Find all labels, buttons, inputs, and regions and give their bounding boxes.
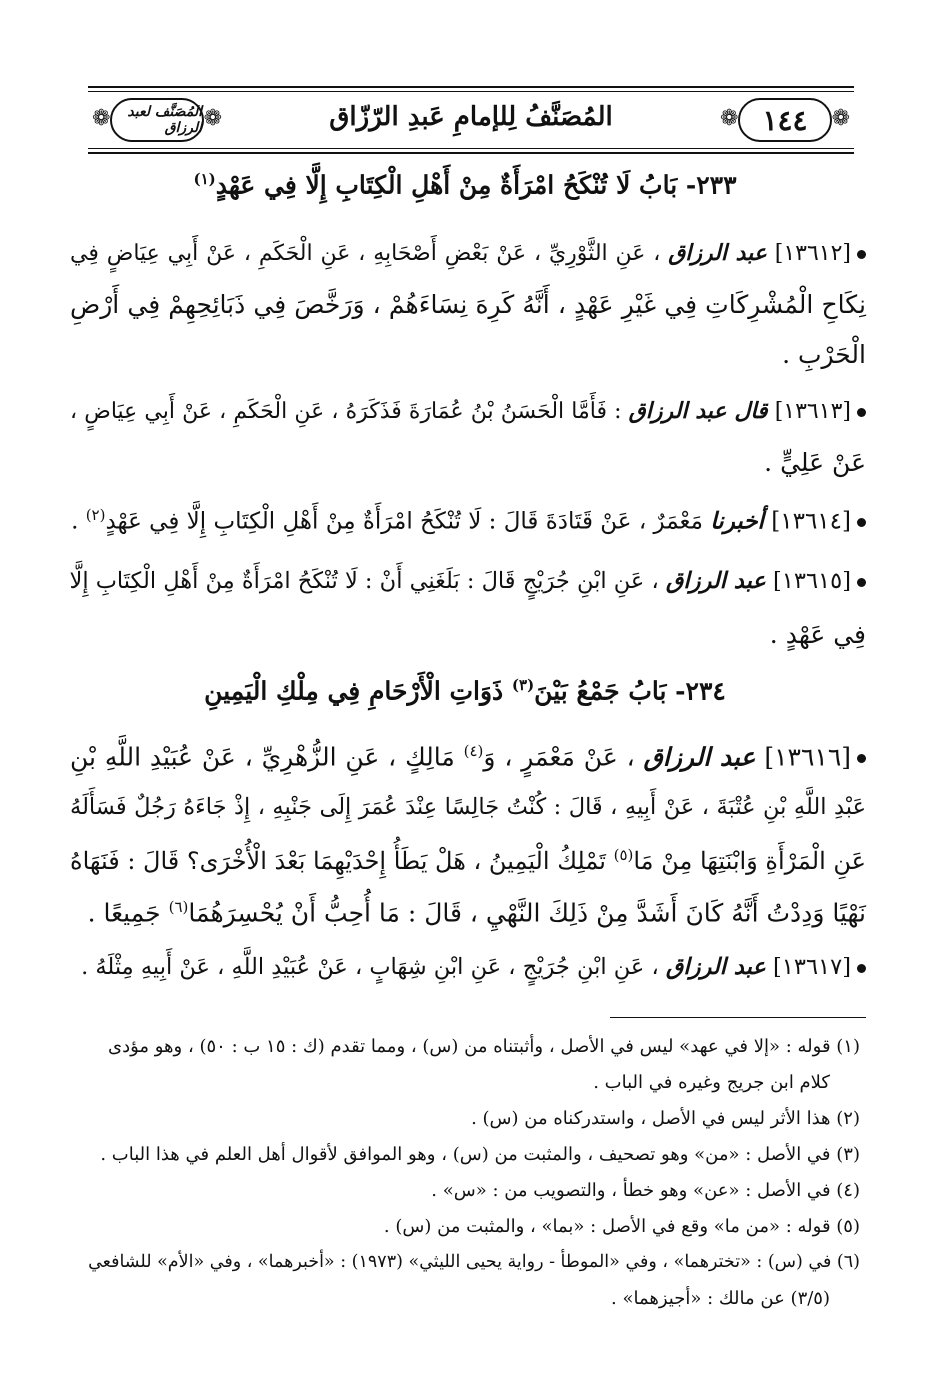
narration-line: [70, 846, 866, 876]
section-heading: [80, 676, 850, 705]
narrator-name: عبد الرزاق: [643, 742, 756, 772]
ornament-icon: ❁: [92, 106, 111, 131]
narration-line: [70, 568, 866, 595]
narration-number: [١٣٦١٤]: [771, 508, 851, 535]
bullet-icon: [857, 578, 866, 587]
narration-text: : فَأَمَّا الْحَسَنُ بْنُ عُمَارَةَ فَذَكَرَهُ ، عَنِ الْحَكَمِ ، عَنْ أَبِي عِيَاضٍ ،: [70, 399, 622, 424]
bullet-icon: [857, 518, 866, 527]
narration-text: عَنِ الْمَرْأَةِ وَابْنَتِهَا مِنْ مَا: [633, 847, 866, 875]
logo-frame: [92, 94, 222, 146]
page-number-frame: [720, 94, 850, 146]
narration-text: ، عَنِ الثَّوْرِيِّ ، عَنْ بَعْضِ أَصْحَابِهِ ، عَنِ الْحَكَمِ ، عَنْ أَبِي عِيَاضٍ فِي: [70, 241, 661, 266]
narration-number: [١٣٦١٥]: [773, 568, 851, 594]
footnote: (٦) في (س) : «تخترهما» ، وفي «الموطأ - رواية يحيى الليثي» (١٩٧٣) : «أخبرهما» ، وفي «الأم» للشافعي: [88, 1252, 860, 1272]
narration-line: [70, 340, 866, 370]
footnote-separator: [610, 1017, 866, 1018]
narration-line: [70, 240, 866, 267]
bullet-icon: [857, 754, 866, 763]
narration-number: [١٣٦١٦]: [764, 742, 852, 772]
narration-line: [70, 506, 866, 536]
narration-line: [70, 448, 866, 478]
header-rule: [88, 86, 854, 88]
narration-line: [70, 898, 866, 928]
narration-number: [١٣٦١٢]: [774, 241, 851, 266]
narration-text: ، عَنِ ابْنِ جُرَيْجٍ ، عَنِ ابْنِ شِهَابٍ ، عَنْ عُبَيْدِ اللَّهِ ، عَنْ أَبِيهِ مِثْلَهُ .: [81, 954, 659, 980]
heading-text: ٢٣٣- بَابُ لَا تُنْكَحُ امْرَأَةٌ مِنْ أَهْلِ الْكِتَابِ إِلَّا فِي عَهْدٍ: [215, 170, 737, 200]
bullet-icon: [857, 964, 866, 973]
footnote: (٣/٥) عن مالك : «أجيزهما» .: [611, 1288, 830, 1309]
narration-text: ، عَنِ ابْنِ جُرَيْجٍ قَالَ : بَلَغَنِي أَنْ : لَا تُنْكَحُ امْرَأَةٌ مِنْ أَهْلِ الْكِتَابِ إِلَّا: [69, 568, 659, 594]
book-title: المُصَنَّفُ لِلإمامِ عَبدِ الرّزّاق: [329, 102, 613, 132]
narrator-name: عبد الرزاق: [665, 954, 766, 980]
book-logo: المُصَنَّف لعبد الرزاق: [110, 98, 204, 142]
narrator-name: عبد الرزاق: [665, 568, 766, 594]
footnote: (٣) في الأصل : «من» وهو تصحيف ، والمثبت من (س) ، وهو الموافق لأقوال أهل العلم في هذا الباب .: [100, 1144, 860, 1165]
heading-text: ٢٣٤- بَابُ جَمْعُ بَيْنَ: [534, 676, 726, 706]
footnote: كلام ابن جريج وغيره في الباب .: [593, 1072, 830, 1093]
narration-number: [١٣٦١٧]: [773, 954, 851, 980]
narration-text: مَعْمَرٌ ، عَنْ قَتَادَةَ قَالَ : لَا تُنْكَحُ امْرَأَةٌ مِنْ أَهْلِ الْكِتَابِ إِلَّا فِي عَهْدٍ: [105, 508, 703, 535]
footnote-ref: (٦): [168, 898, 189, 916]
narration-text: عَبْدِ اللَّهِ بْنِ عُتْبَةَ ، عَنْ أَبِيهِ ، قَالَ : كُنْتُ جَالِسًا عِنْدَ عُمَرَ إِلَى جَنْبِهِ ، إِذْ جَاءَهُ رَجُلٌ فَسَأَلَهُ: [70, 794, 866, 820]
footnote: (١) قوله : «إلا في عهد» ليس في الأصل ، وأثبتناه من (س) ، ومما تقدم (ك : ١٥ ب : ٥٠) ، وهو مؤدى: [107, 1036, 860, 1057]
narration-text: عَنْ عَلِيٍّ .: [764, 448, 866, 477]
footnote-ref: (٤): [463, 742, 484, 760]
narration-number: [١٣٦١٣]: [774, 399, 851, 424]
narration-text: ، عَنْ مَعْمَرٍ ، وَ: [483, 742, 635, 772]
footnote-ref: (٣): [511, 676, 535, 694]
footnote: (٥) قوله : «من ما» وقع في الأصل : «بما» ، والمثبت من (س) .: [383, 1216, 860, 1237]
footnote-ref: (٢): [85, 506, 106, 524]
narration-line: [70, 954, 866, 981]
narration-line: [70, 620, 866, 650]
footnote-ref: (١): [193, 170, 216, 188]
ornament-icon: ❁: [720, 106, 739, 131]
narration-text: .: [71, 508, 79, 535]
bullet-icon: [857, 408, 866, 417]
heading-text: ذَوَاتِ الْأَرْحَامِ فِي مِلْكِ الْيَمِينِ: [204, 676, 504, 706]
narration-text: فِي عَهْدٍ .: [769, 620, 866, 649]
header-rule: [88, 152, 854, 154]
narration-line: [70, 290, 866, 320]
section-heading: [80, 170, 850, 199]
narration-text: مَالِكٍ ، عَنِ الزُّهْرِيِّ ، عَنْ عُبَيْدِ اللَّهِ بْنِ: [70, 742, 455, 772]
footnote: (٢) هذا الأثر ليس في الأصل ، واستدركناه من (س) .: [471, 1108, 860, 1129]
footnote-ref: (٥): [613, 846, 634, 864]
narrator-name: قال عبد الرزاق: [628, 398, 768, 424]
running-header: [88, 86, 854, 154]
narration-text: نَهْيًا وَدِدْتُ أَنَّهُ كَانَ أَشَدَّ مِنْ ذَلِكَ النَّهْيِ ، قَالَ : مَا أُحِبُّ أَنْ يُحْسِرَهُمَا: [188, 898, 866, 928]
header-rule: [88, 91, 854, 92]
narration-line: [70, 398, 866, 425]
narrator-name: عبد الرزاق: [668, 240, 767, 266]
narration-text: نِكَاحِ الْمُشْرِكَاتِ فِي غَيْرِ عَهْدٍ ، أَنَّهُ كَرِهَ نِسَاءَهُمْ ، وَرَخَّصَ فِي ذَبَائِحِهِمْ فِي أَرْضِ: [70, 290, 866, 319]
bullet-icon: [857, 250, 866, 259]
narration-line: [70, 794, 866, 821]
page-number: ١٤٤: [738, 98, 832, 142]
narrator-name: أخبرنا: [710, 507, 764, 535]
narration-line: [70, 742, 866, 772]
narration-text: جَمِيعًا .: [87, 898, 161, 928]
ornament-icon: ❁: [831, 106, 850, 131]
footnote: (٤) في الأصل : «عن» وهو خطأ ، والتصويب من : «س» .: [431, 1180, 860, 1201]
narration-text: الْحَرْبِ .: [782, 340, 866, 369]
header-rule: [88, 148, 854, 149]
ornament-icon: ❁: [203, 106, 222, 131]
narration-text: تَمْلِكُ الْيَمِينُ ، هَلْ يَطَأُ إِحْدَيْهِمَا بَعْدَ الْأُخْرَى؟ قَالَ : فَنَهَاهُ: [70, 847, 606, 875]
